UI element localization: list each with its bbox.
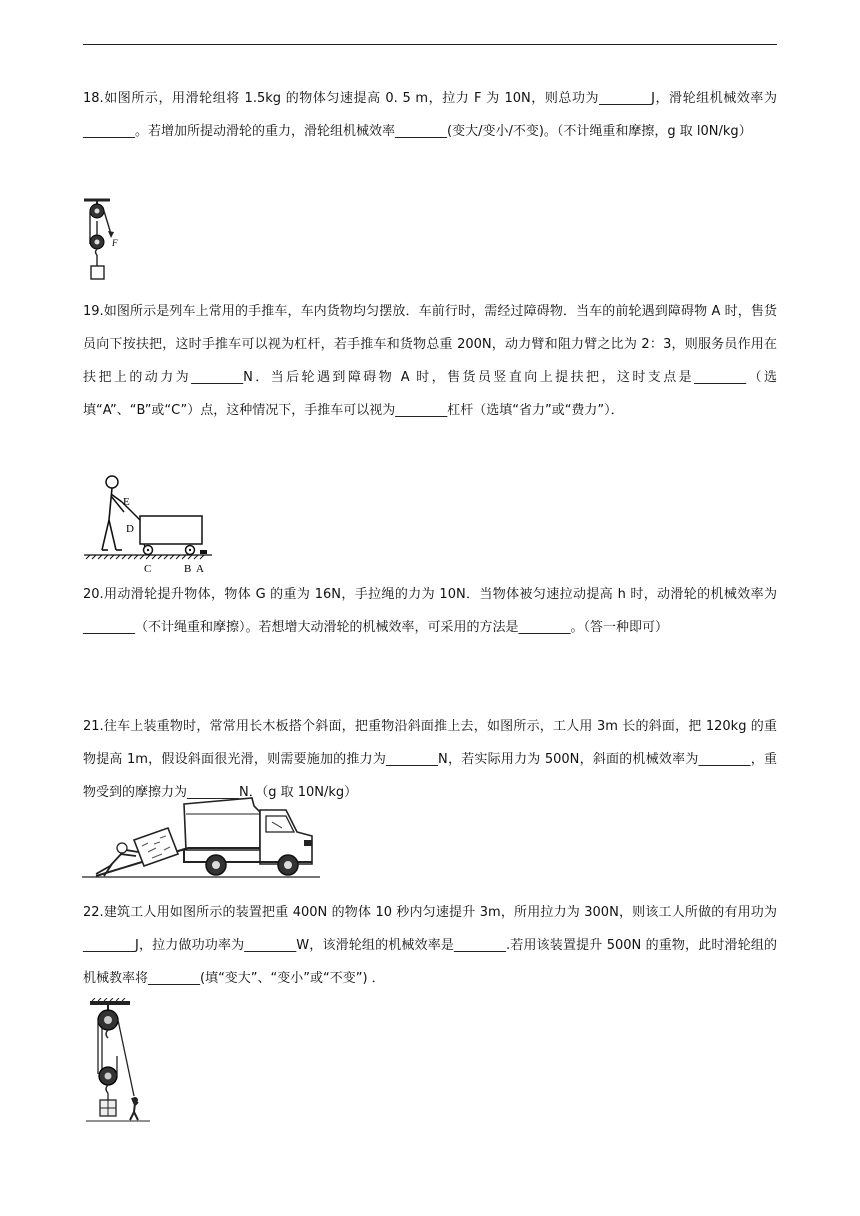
question-19: 19.如图所示是列车上常用的手推车，车内货物均匀摆放．车前行时，需经过障碍物．当车的前轮遇到障碍物 A 时，售货员向下按扶把，这时手推车可以视为杠杆，若手推车和货物总重 200N，动力臂和阻力臂之比为 2：3，则服务员作用在扶把上的动力为________N．当后轮遇到障碍物 A 时，售货员竖直向上提扶把，这时支点是________（选填“A”、“B”或“C”）点，这种情况下，手推车可以视为________杠杆（选填“省力”或“费力”）． <box>83 304 777 418</box>
figure-q22-pulley-worker <box>86 998 150 1126</box>
label-e: E <box>123 496 130 508</box>
label-d: D <box>126 523 134 535</box>
label-c: C <box>144 563 152 575</box>
question-22: 22.建筑工人用如图所示的装置把重 400N 的物体 10 秒内匀速提升 3m，所用拉力为 300N，则该工人所做的有用功为________J，拉力做功功率为________W，该滑轮组的机械效率是________.若用该装置提升 500N 的重物，此时滑轮组的机械教率将________(填“变大”、“变小”或“不变”) ． <box>83 905 777 986</box>
question-21: 21.往车上装重物时，常常用长木板搭个斜面，把重物沿斜面推上去，如图所示，工人用 3m 长的斜面，把 120kg 的重物提高 1m，假设斜面很光滑，则需要施加的推力为________N，若实际用力为 500N，斜面的机械效率为________，重物受到的摩擦力为________N．（g 取 10N/kg） <box>83 719 777 800</box>
figure-q19-handcart <box>82 472 217 577</box>
question-20: 20.用动滑轮提升物体，物体 G 的重为 16N，手拉绳的力为 10N．当物体被匀速拉动提高 h 时，动滑轮的机械效率为________（不计绳重和摩擦）。若想增大动滑轮的机械效率，可采用的方法是________。（答一种即可） <box>83 587 777 635</box>
question-18: 18.如图所示，用滑轮组将 1.5kg 的物体匀速提高 0. 5 m，拉力 F 为 10N，则总功为________J，滑轮组机械效率为________。若增加所提动滑轮的重力，滑轮组机械效率________(变大/变小/不变)。（不计绳重和摩擦，g 取 l0N/kg） <box>83 91 777 139</box>
figure-q18-pulley-system <box>80 196 130 286</box>
label-a: A <box>196 563 204 575</box>
label-b: B <box>184 563 192 575</box>
force-label: F <box>112 238 118 248</box>
figure-q21-truck-incline <box>82 792 322 884</box>
header-rule <box>83 44 777 45</box>
